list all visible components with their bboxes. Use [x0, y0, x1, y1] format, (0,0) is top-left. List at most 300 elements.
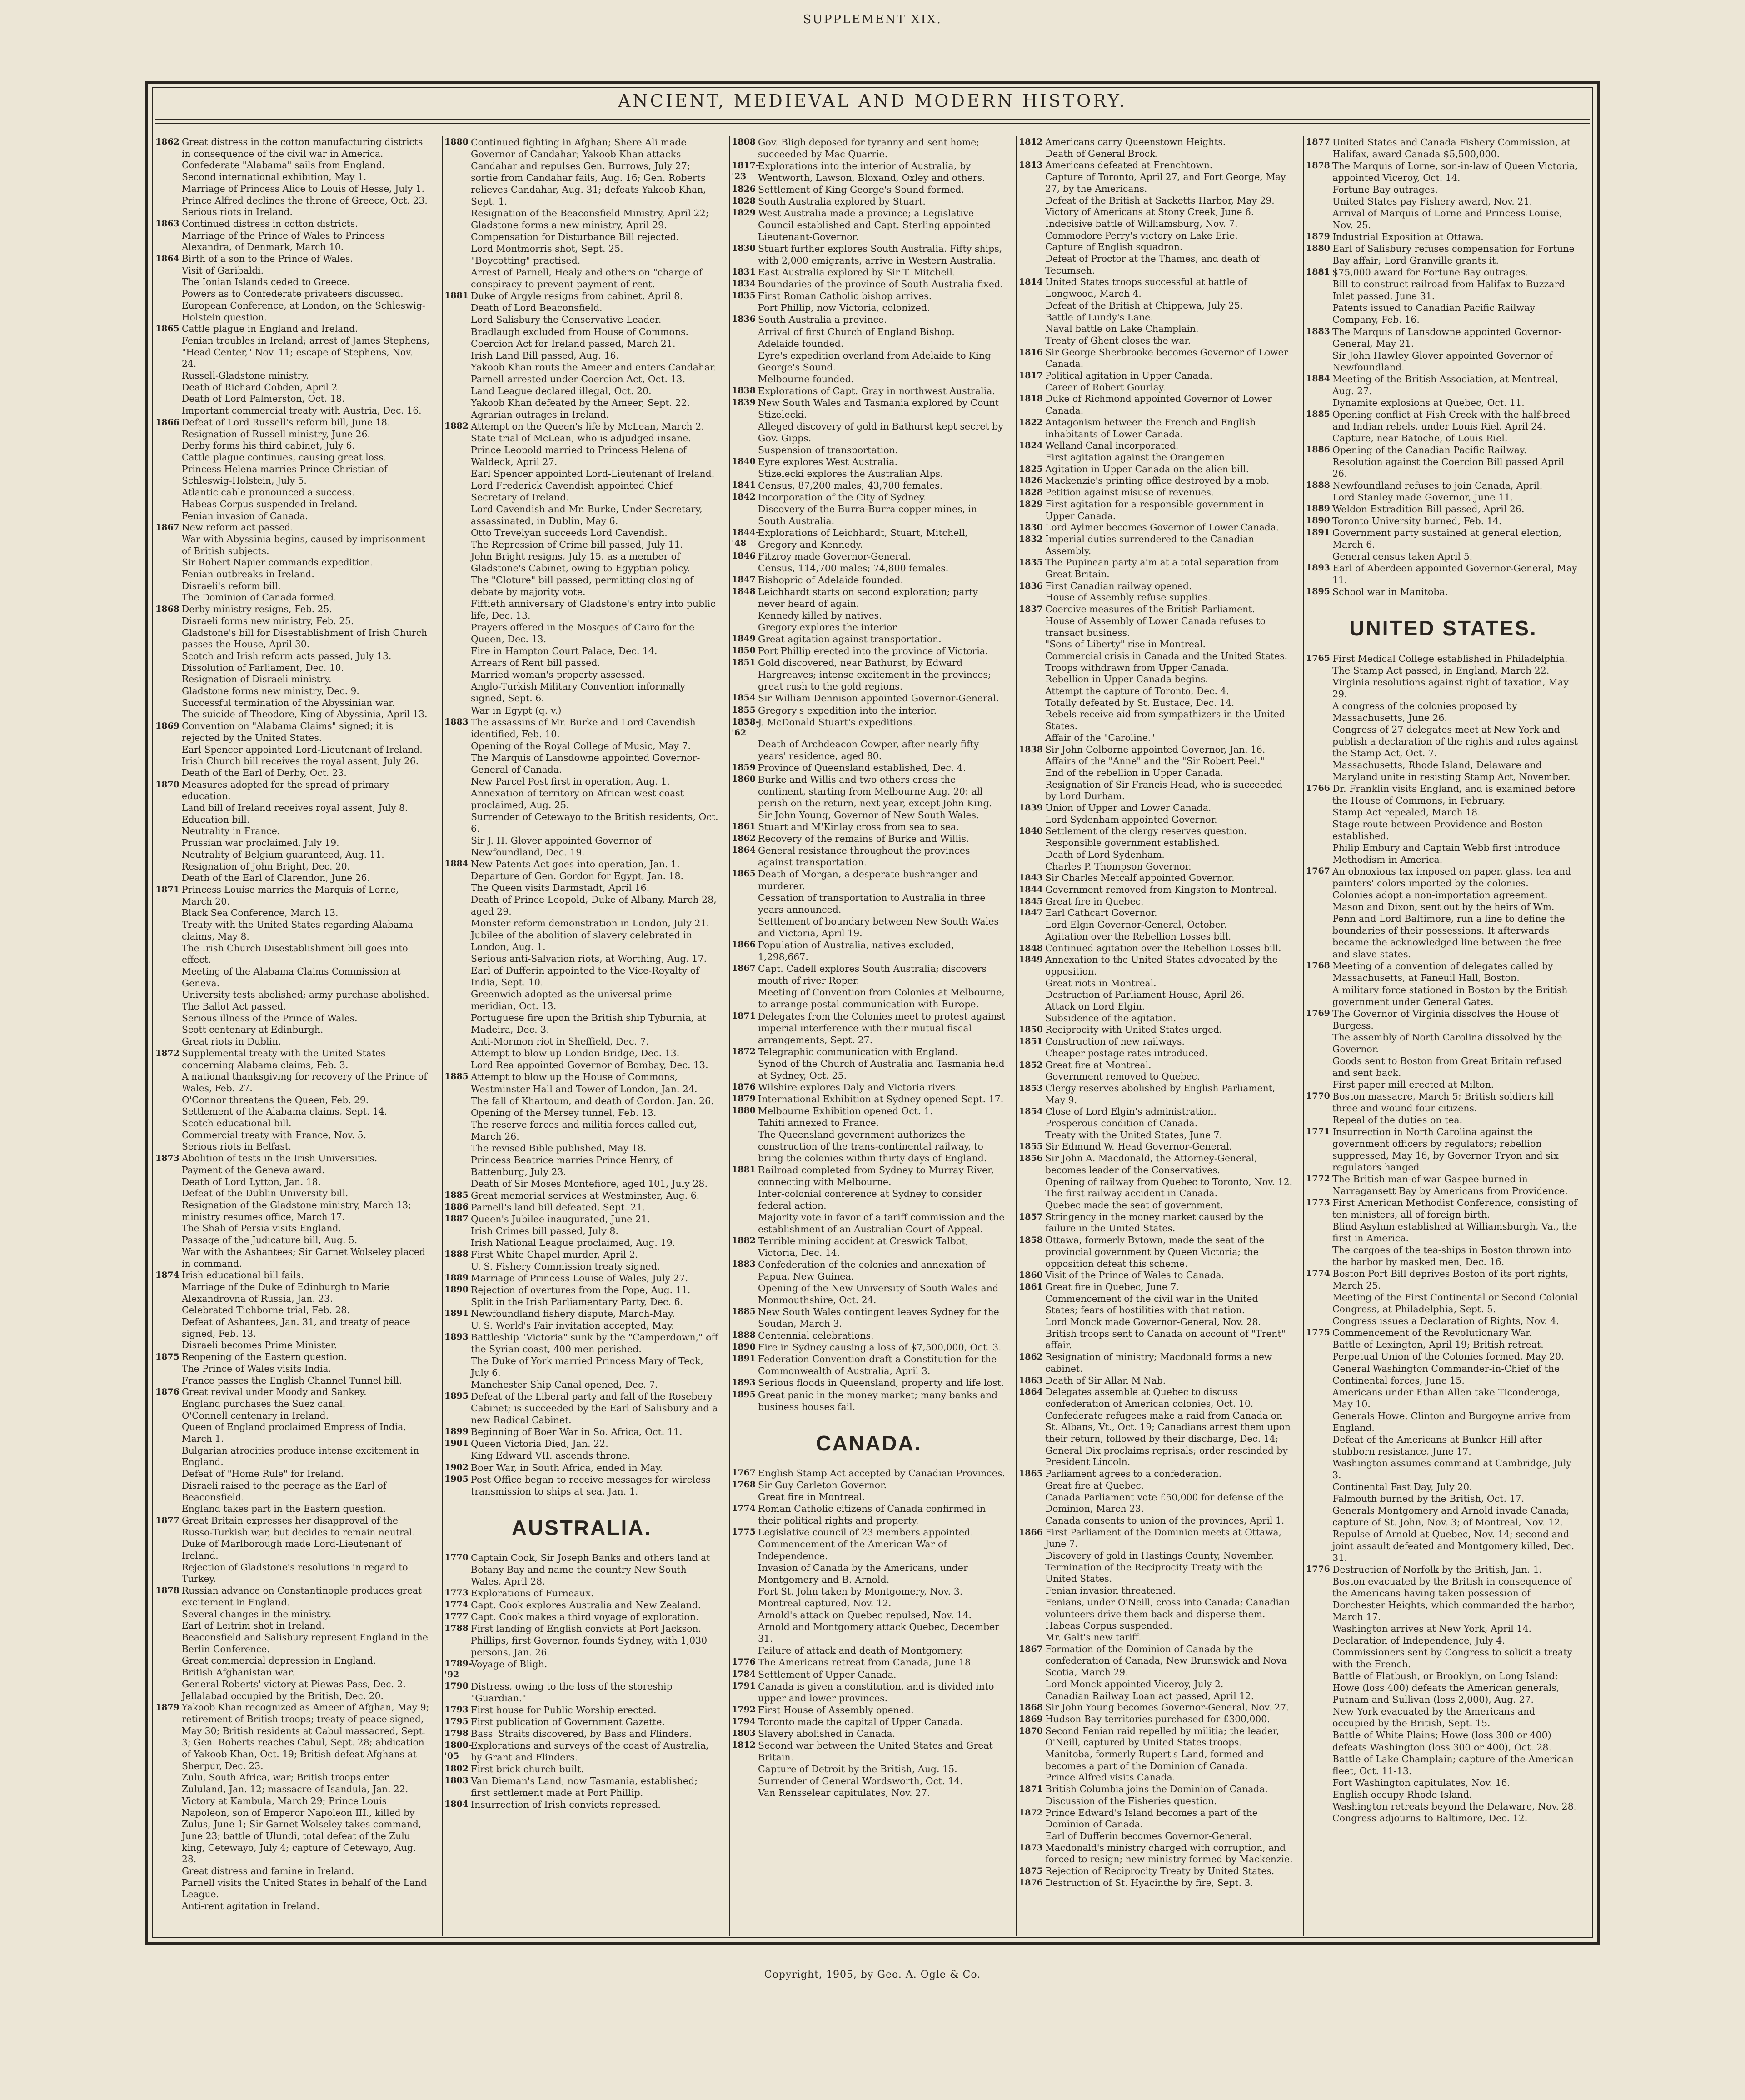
- entry-year: [155, 405, 182, 417]
- history-entry: [1306, 1327, 1580, 1339]
- entry-text: European Conference, at London, on the Schleswig-Holstein question.: [182, 300, 425, 323]
- entry-text: Fire in Hampton Court Palace, Dec. 14.: [471, 645, 658, 657]
- entry-year: [155, 1398, 182, 1410]
- entry-text: The Repression of Crime bill passed, July 11.: [471, 539, 683, 550]
- entry-year: 1840: [1019, 826, 1043, 836]
- history-entry: [732, 762, 1006, 774]
- history-entry: [155, 907, 430, 919]
- entry-text: Lord Salisbury the Conservative Leader.: [471, 314, 662, 325]
- history-entry: [732, 491, 1006, 503]
- history-entry: [444, 811, 719, 835]
- entry-text: Greenwich adopted as the universal prime meridian, Oct. 13.: [471, 989, 672, 1012]
- entry-year: 1877: [1306, 137, 1330, 147]
- history-entry: [444, 409, 719, 420]
- entry-year: [155, 1609, 182, 1620]
- entry-text: Treaty of Ghent closes the war.: [1045, 335, 1191, 346]
- history-column-3: [732, 136, 1006, 1799]
- entry-year: 1865: [1019, 1469, 1043, 1479]
- history-entry: [1019, 907, 1293, 919]
- history-entry: [444, 266, 719, 290]
- history-entry: [1019, 978, 1293, 990]
- history-entry: [444, 468, 719, 480]
- entry-year: [1019, 732, 1045, 744]
- entry-year: 1849: [1019, 955, 1043, 965]
- entry-year: [1019, 1597, 1045, 1620]
- entry-year: [1019, 861, 1045, 873]
- entry-year: 1871: [155, 885, 179, 895]
- entry-text: Census, 114,700 males; 74,800 females.: [758, 563, 949, 574]
- entry-year: [155, 510, 182, 522]
- history-entry: [155, 171, 430, 183]
- entry-year: 1834: [732, 279, 756, 289]
- history-entry: [155, 1106, 430, 1118]
- entry-text: Adelaide founded.: [758, 338, 844, 349]
- history-entry: [1019, 382, 1293, 394]
- entry-year: [1019, 1118, 1045, 1130]
- history-entry: [444, 1213, 719, 1225]
- history-entry: [155, 1351, 430, 1363]
- history-entry: [732, 1306, 1006, 1330]
- entry-year: [732, 350, 758, 373]
- entry-text: Responsible government established.: [1045, 837, 1220, 849]
- entry-year: 1871: [732, 1010, 756, 1021]
- entry-text: Port Phillip erected into the province of Victoria.: [758, 645, 988, 657]
- entry-text: Boer War, in South Africa, ended in May.: [471, 1462, 663, 1473]
- history-entry: [444, 953, 719, 965]
- entry-text: Washington arrives at New York, April 14.: [1332, 1623, 1531, 1635]
- history-entry: [1019, 1060, 1293, 1071]
- entry-text: Prussian war proclaimed, July 19.: [182, 837, 339, 849]
- entry-year: 1829: [732, 208, 756, 218]
- entry-text: First Medical College established in Philadelphia.: [1332, 653, 1568, 664]
- entry-text: Earl of Dufferin appointed to the Vice-Royalty of India, Sept. 10.: [471, 965, 699, 988]
- entry-text: Stizelecki explores the Australian Alps.: [758, 468, 943, 479]
- history-entry: [155, 452, 430, 464]
- history-entry: [1019, 475, 1293, 487]
- history-entry: [732, 136, 1006, 160]
- entry-year: 1869: [1019, 1714, 1043, 1724]
- entry-year: [1306, 1635, 1332, 1646]
- entry-text: Death of Morgan, a desperate bushranger and murderer.: [758, 869, 978, 892]
- history-entry: [444, 680, 719, 704]
- history-entry: [444, 1474, 719, 1497]
- entry-text: The revised Bible published, May 18.: [471, 1142, 647, 1154]
- entry-text: Government removed to Quebec.: [1045, 1071, 1200, 1082]
- entry-text: Marriage of the Duke of Edinburgh to Marie Alexandrovna of Russia, Jan. 23.: [182, 1281, 390, 1304]
- entry-year: [155, 1445, 182, 1468]
- entry-year: [1019, 382, 1045, 394]
- entry-year: [444, 243, 471, 255]
- entry-text: Insurrection in North Carolina against the government officers by regulators; rebellion suppressed, May 16, by Governor Tryon and six regulators hanged.: [1332, 1126, 1559, 1173]
- history-entry: [1306, 1623, 1580, 1635]
- entry-text: United States and Canada Fishery Commission, at Halifax, award Canada $5,500,000.: [1332, 137, 1570, 160]
- history-entry: [155, 1071, 430, 1094]
- history-entry: [1019, 1784, 1293, 1795]
- entry-year: [732, 562, 758, 574]
- history-entry: [155, 744, 430, 756]
- history-entry: [155, 825, 430, 837]
- history-entry: [1019, 662, 1293, 674]
- entry-text: The reserve forces and militia forces called out, March 26.: [471, 1119, 697, 1142]
- entry-text: Stuart further explores South Australia. Fifty ships, with 2,000 emigrants, arrive in Western Australia.: [758, 243, 1002, 266]
- entry-year: [444, 1119, 471, 1142]
- entry-year: 1891: [444, 1308, 469, 1319]
- history-entry: [155, 1503, 430, 1515]
- entry-year: [1306, 1291, 1332, 1315]
- entry-year: [1306, 1079, 1332, 1090]
- entry-year: 1893: [732, 1377, 756, 1388]
- history-entry: [732, 1282, 1006, 1306]
- history-entry: [444, 1107, 719, 1119]
- entry-year: 1812: [732, 1740, 756, 1750]
- entry-year: [444, 207, 471, 231]
- entry-year: 1885: [444, 1071, 469, 1082]
- history-entry: [732, 1562, 1006, 1585]
- history-entry: [444, 1201, 719, 1213]
- history-entry: [1019, 931, 1293, 943]
- history-entry: [732, 1526, 1006, 1538]
- entry-text: Commercial crisis in Canada and the United States.: [1045, 650, 1288, 661]
- history-entry: [1019, 300, 1293, 312]
- history-entry: [1306, 1126, 1580, 1173]
- entry-year: [155, 335, 182, 370]
- history-entry: [1306, 759, 1580, 783]
- entry-text: Rebels receive aid from sympathizers in the United States.: [1045, 709, 1285, 732]
- history-entry: [1019, 1083, 1293, 1106]
- entry-text: Queen of England proclaimed Empress of India, March 1.: [182, 1421, 406, 1445]
- entry-year: [155, 1795, 182, 1865]
- history-entry: [444, 1599, 719, 1611]
- entry-text: Massachusetts, Rhode Island, Delaware and Maryland unite in resisting Stamp Act, November.: [1332, 759, 1570, 782]
- entry-text: Prince Alfred visits Canada.: [1045, 1772, 1176, 1783]
- entry-text: Agitation in Upper Canada on the alien bill.: [1045, 463, 1249, 475]
- entry-year: [155, 872, 182, 884]
- entry-text: Marriage of the Prince of Wales to Princess Alexandra, of Denmark, March 10.: [182, 230, 385, 253]
- entry-text: Earl Spencer appointed Lord-Lieutenant of Ireland.: [471, 468, 715, 479]
- entry-year: 1767: [732, 1467, 756, 1478]
- entry-year: [155, 1141, 182, 1153]
- entry-year: [1019, 1515, 1045, 1527]
- history-entry: [444, 965, 719, 988]
- history-entry: [1306, 1315, 1580, 1327]
- entry-year: 1884: [1306, 373, 1330, 384]
- history-entry: [1306, 1729, 1580, 1753]
- entry-year: [732, 1129, 758, 1164]
- history-entry: [444, 1450, 719, 1461]
- entry-year: 1895: [444, 1391, 469, 1401]
- entry-year: 1861: [732, 821, 756, 831]
- history-entry: [1019, 1772, 1293, 1784]
- entry-year: [155, 1340, 182, 1351]
- entry-text: Gladstone forms new ministry, Dec. 9.: [182, 685, 359, 697]
- entry-year: 1859: [732, 762, 756, 772]
- history-entry: [155, 300, 430, 323]
- entry-year: [1019, 1013, 1045, 1025]
- entry-text: Great Britain expresses her disapproval of the Russo-Turkish war, but decides to remain neutral.: [182, 1515, 415, 1538]
- entry-text: Russell-Gladstone ministry.: [182, 370, 309, 381]
- history-entry: [1306, 1291, 1580, 1315]
- entry-year: [1019, 1492, 1045, 1515]
- entry-year: [444, 409, 471, 420]
- history-entry: [732, 1787, 1006, 1799]
- history-entry: [155, 1024, 430, 1036]
- history-entry: [155, 1001, 430, 1013]
- history-entry: [155, 1900, 430, 1912]
- entry-text: Bishopric of Adelaide founded.: [758, 575, 904, 586]
- entry-year: [444, 621, 471, 645]
- history-entry: [1019, 580, 1293, 592]
- entry-year: 1774: [1306, 1268, 1330, 1279]
- history-entry: [444, 740, 719, 752]
- entry-year: [1306, 1493, 1332, 1505]
- entry-year: [155, 569, 182, 580]
- history-entry: [155, 1165, 430, 1176]
- history-entry: [444, 929, 719, 953]
- entry-text: Yakoob Khan routs the Ameer and enters Candahar.: [471, 361, 717, 373]
- entry-text: Princess Helena marries Prince Christian of Schleswig-Holstein, July 5.: [182, 463, 388, 486]
- entry-year: [155, 697, 182, 709]
- entry-text: Death of Sir Allan M'Nab.: [1045, 1375, 1166, 1386]
- entry-year: 1875: [155, 1352, 179, 1362]
- entry-year: [1019, 1562, 1045, 1585]
- entry-year: [155, 393, 182, 405]
- entry-text: Cattle plague continues, causing great loss.: [182, 451, 387, 463]
- entry-year: [1019, 1293, 1045, 1316]
- history-entry: [155, 218, 430, 230]
- history-entry: [1019, 1562, 1293, 1585]
- entry-year: [155, 1468, 182, 1480]
- history-entry: [1306, 1564, 1580, 1575]
- history-entry: [1306, 960, 1580, 984]
- entry-text: Distress, owing to the loss of the storeship "Guardian.": [471, 1680, 673, 1704]
- entry-year: 1867: [155, 522, 179, 533]
- history-entry: [155, 1421, 430, 1445]
- history-entry: [155, 1246, 430, 1270]
- entry-text: The Pupinean party aim at a total separation from Great Britain.: [1045, 557, 1280, 580]
- history-entry: [155, 534, 430, 557]
- entry-year: [1019, 452, 1045, 464]
- entry-text: First White Chapel murder, April 2.: [471, 1249, 638, 1260]
- history-entry: [155, 1480, 430, 1503]
- entry-year: [444, 929, 471, 953]
- history-entry: [155, 1877, 430, 1900]
- entry-text: Celebrated Tichborne trial, Feb. 28.: [182, 1305, 350, 1316]
- entry-year: [1019, 1048, 1045, 1060]
- entry-text: Reopening of the Eastern question.: [182, 1351, 347, 1363]
- history-entry: [155, 1386, 430, 1398]
- history-entry: [155, 849, 430, 861]
- entry-text: Bass' Straits discovered, by Bass and Flinders.: [471, 1728, 692, 1739]
- entry-text: Charles P. Thompson Governor.: [1045, 860, 1192, 872]
- history-entry: [444, 1071, 719, 1095]
- entry-text: Subsidence of the agitation.: [1045, 1012, 1177, 1024]
- entry-year: [444, 361, 471, 373]
- entry-text: Fort St. John taken by Montgomery, Nov. 3.: [758, 1586, 963, 1597]
- history-entry: [1306, 1031, 1580, 1055]
- history-entry: [732, 1389, 1006, 1413]
- entry-year: [732, 610, 758, 621]
- entry-text: Russian advance on Constantinople produces great excitement in England.: [182, 1585, 422, 1608]
- entry-text: Toronto made the capital of Upper Canada.: [758, 1716, 963, 1727]
- history-entry: [1019, 206, 1293, 218]
- entry-text: Naval battle on Lake Champlain.: [1045, 323, 1199, 335]
- entry-year: [1306, 207, 1332, 231]
- entry-text: United States pay Fishery award, Nov. 21.: [1332, 196, 1532, 207]
- entry-text: Commissioners sent by Congress to solicit a treaty with the French.: [1332, 1647, 1573, 1670]
- entry-year: 1862: [155, 137, 179, 147]
- history-entry: [732, 184, 1006, 195]
- entry-year: [732, 809, 758, 821]
- entry-text: Construction of new railways.: [1045, 1036, 1185, 1047]
- history-entry: [732, 468, 1006, 480]
- entry-text: Attack on Lord Elgin.: [1045, 1001, 1145, 1012]
- history-entry: [1019, 312, 1293, 324]
- entry-year: [155, 662, 182, 674]
- entry-year: 1791: [732, 1680, 756, 1691]
- history-entry: [732, 705, 1006, 716]
- entry-year: 1901: [444, 1438, 469, 1449]
- entry-year: 1828: [1019, 487, 1043, 498]
- entry-year: [155, 802, 182, 814]
- entry-year: [1306, 1729, 1332, 1753]
- entry-year: [732, 915, 758, 939]
- entry-year: [155, 534, 182, 557]
- history-entry: [1019, 1620, 1293, 1632]
- entry-year: [444, 1260, 471, 1272]
- history-entry: [1306, 1090, 1580, 1114]
- history-entry: [444, 1390, 719, 1426]
- entry-text: Land bill of Ireland receives royal assent, July 8.: [182, 802, 408, 814]
- entry-year: [444, 1225, 471, 1237]
- entry-year: 1784: [732, 1669, 756, 1679]
- entry-year: 1831: [732, 267, 756, 277]
- entry-text: General Roberts' victory at Piewas Pass, Dec. 2.: [182, 1678, 406, 1690]
- entry-text: Serious floods in Queensland, property and life lost.: [758, 1377, 1004, 1389]
- entry-text: Prayers offered in the Mosques of Cairo for the Queen, Dec. 13.: [471, 622, 695, 645]
- entry-text: Washington retreats beyond the Delaware, Nov. 28.: [1332, 1800, 1577, 1812]
- entry-text: Marriage of Princess Louise of Wales, July 27.: [471, 1273, 688, 1284]
- history-entry: [732, 1129, 1006, 1164]
- history-entry: [1019, 218, 1293, 230]
- entry-text: Mason and Dixon, sent out by the heirs of Wm. Penn and Lord Baltimore, run a line to define the boundaries of their possessions. It afterwards became the acknowledged line between the free and slave states.: [1332, 901, 1565, 960]
- entry-text: Capture, near Batoche, of Louis Riel.: [1332, 432, 1508, 444]
- history-entry: [444, 314, 719, 325]
- history-entry: [155, 1095, 430, 1106]
- entry-text: Terrible mining accident at Creswick Talbot, Victoria, Dec. 14.: [758, 1235, 968, 1259]
- entry-text: The assassins of Mr. Burke and Lord Cavendish identified, Feb. 10.: [471, 716, 696, 740]
- history-entry: [1306, 865, 1580, 889]
- entry-text: Scotch and Irish reform acts passed, July 13.: [182, 650, 392, 661]
- history-entry: [444, 480, 719, 503]
- history-entry: [155, 884, 430, 907]
- history-entry: [1019, 195, 1293, 207]
- entry-year: 1849: [732, 634, 756, 644]
- entry-text: Dynamite explosions at Quebec, Oct. 11.: [1332, 397, 1525, 408]
- entry-year: 1829: [1019, 499, 1043, 509]
- entry-year: [444, 657, 471, 669]
- entry-year: 1864: [1019, 1387, 1043, 1397]
- history-entry: [1019, 347, 1293, 370]
- history-entry: [1019, 1480, 1293, 1492]
- entry-year: [1019, 674, 1045, 685]
- entry-year: [155, 825, 182, 837]
- entry-year: [1019, 685, 1045, 697]
- entry-year: [1306, 1386, 1332, 1410]
- entry-text: Slavery abolished in Canada.: [758, 1728, 896, 1739]
- entry-year: [155, 499, 182, 510]
- history-entry: [732, 1763, 1006, 1775]
- entry-year: [444, 314, 471, 325]
- entry-year: 1870: [1019, 1725, 1043, 1736]
- history-entry: [155, 206, 430, 218]
- entry-text: Capture of Detroit by the British, Aug. 15.: [758, 1763, 957, 1775]
- entry-text: English occupy Rhode Island.: [1332, 1789, 1472, 1800]
- entry-year: 1775: [1306, 1327, 1330, 1338]
- entry-text: Government removed from Kingston to Montreal.: [1045, 884, 1277, 895]
- history-entry: [732, 420, 1006, 444]
- entry-text: Prince Leopold married to Princess Helena of Waldeck, April 27.: [471, 444, 687, 467]
- entry-year: [732, 338, 758, 350]
- entry-year: 1885: [732, 1306, 756, 1317]
- history-entry: [1019, 335, 1293, 347]
- history-entry: [1019, 534, 1293, 557]
- history-entry: [1306, 1789, 1580, 1800]
- entry-text: Second Fenian raid repelled by militia; the leader, O'Neill, captured by United States troops.: [1045, 1725, 1279, 1748]
- entry-year: 1873: [155, 1153, 179, 1164]
- entry-text: International Exhibition at Sydney opened Sept. 17.: [758, 1093, 1004, 1105]
- entry-year: [155, 1223, 182, 1235]
- entry-year: [1306, 1315, 1332, 1327]
- history-entry: [732, 1188, 1006, 1211]
- entry-year: [732, 892, 758, 915]
- entry-year: 1890: [732, 1342, 756, 1352]
- entry-text: Suspension of transportation.: [758, 444, 898, 455]
- history-entry: [732, 1728, 1006, 1740]
- history-entry: [1306, 1055, 1580, 1079]
- entry-text: The Marquis of Lansdowne appointed Governor-General of Canada.: [471, 752, 700, 775]
- entry-text: Irish National League proclaimed, Aug. 19.: [471, 1237, 675, 1248]
- history-entry: [444, 1272, 719, 1284]
- entry-text: Sir John A. Macdonald, the Attorney-General, becomes leader of the Conservatives.: [1045, 1153, 1257, 1175]
- entry-text: Settlement of the clergy reserves question.: [1045, 825, 1247, 837]
- entry-year: 1864: [732, 845, 756, 855]
- entry-year: [444, 988, 471, 1012]
- entry-year: 1765: [1306, 653, 1330, 663]
- history-entry: [155, 1153, 430, 1165]
- entry-text: Treaty with the United States, June 7.: [1045, 1129, 1222, 1140]
- entry-year: [155, 288, 182, 300]
- history-entry: [444, 231, 719, 243]
- history-entry: [155, 265, 430, 277]
- history-entry: [1306, 1812, 1580, 1824]
- entry-text: Arrears of Rent bill passed.: [471, 657, 601, 669]
- history-entry: [732, 892, 1006, 915]
- entry-text: Scott centenary at Edinburgh.: [182, 1024, 324, 1035]
- entry-year: [1019, 1001, 1045, 1013]
- entry-year: [732, 1597, 758, 1609]
- history-entry: [732, 1680, 1006, 1704]
- entry-year: [1306, 889, 1332, 901]
- entry-text: Goods sent to Boston from Great Britain refused and sent back.: [1332, 1055, 1562, 1078]
- entry-year: 1880: [732, 1105, 756, 1115]
- history-entry: [1306, 350, 1580, 373]
- history-entry: [155, 1363, 430, 1375]
- entry-year: [444, 539, 471, 550]
- entry-year: [155, 265, 182, 277]
- entry-year: [155, 1235, 182, 1246]
- entry-text: Jubilee of the abolition of slavery celebrated in London, Aug. 1.: [471, 930, 693, 953]
- entry-text: Opening of the Royal College of Music, May 7.: [471, 740, 691, 751]
